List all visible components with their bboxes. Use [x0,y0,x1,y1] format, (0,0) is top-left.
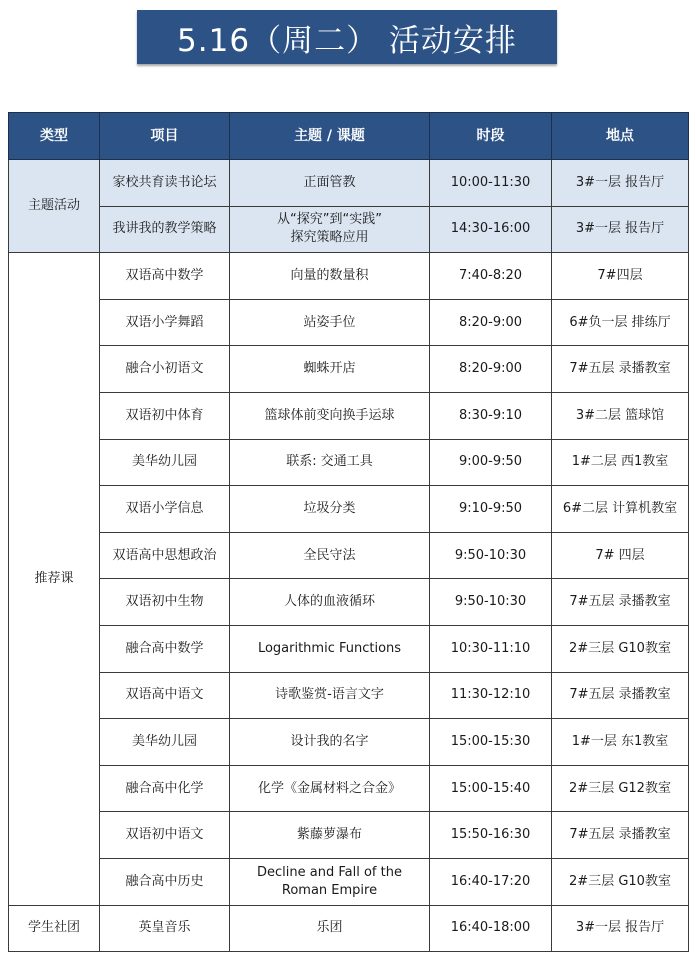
time-cell: 16:40-17:20 [430,858,552,905]
column-header-location: 地点 [552,113,689,160]
table-row [9,486,689,533]
table-row [9,812,689,859]
topic-cell [230,858,430,905]
column-header-time: 时段 [430,113,552,160]
schedule-table [8,112,689,952]
location-cell: 7# 四层 [552,532,689,579]
location-cell: 2#三层 G12教室 [552,765,689,812]
time-cell: 15:50-16:30 [430,812,552,859]
time-cell: 8:30-9:10 [430,392,552,439]
project-cell: 双语小学信息 [100,486,230,533]
table-row [9,719,689,766]
topic-cell: Logarithmic Functions [230,625,430,672]
time-cell: 14:30-16:00 [430,206,552,253]
location-cell: 6#负一层 排练厅 [552,299,689,346]
table-row [9,160,689,207]
column-header-type: 类型 [9,113,100,160]
project-cell: 融合高中化学 [100,765,230,812]
table-row [9,532,689,579]
time-cell: 9:50-10:30 [430,579,552,626]
location-cell: 7#五层 录播教室 [552,812,689,859]
topic-cell: 紫藤萝瀑布 [230,812,430,859]
location-cell: 3#一层 报告厅 [552,160,689,207]
location-cell: 3#一层 报告厅 [552,905,689,952]
location-cell: 7#五层 录播教室 [552,346,689,393]
topic-line: Roman Empire [281,882,378,898]
time-cell: 9:00-9:50 [430,439,552,486]
project-cell: 双语高中思想政治 [100,532,230,579]
table-header-row [9,113,689,160]
table-row [9,672,689,719]
project-cell: 英皇音乐 [100,905,230,952]
table-row [9,206,689,253]
topic-cell: 正面管教 [230,160,430,207]
topic-cell: 蜘蛛开店 [230,346,430,393]
topic-cell: 设计我的名字 [230,719,430,766]
location-cell: 7#四层 [552,253,689,300]
project-cell: 美华幼儿园 [100,719,230,766]
table-row [9,392,689,439]
location-cell: 2#三层 G10教室 [552,858,689,905]
location-cell: 1#二层 西1教室 [552,439,689,486]
project-cell: 我讲我的教学策略 [100,206,230,253]
table-row [9,579,689,626]
project-cell: 家校共育读书论坛 [100,160,230,207]
column-header-topic: 主题 / 课题 [230,113,430,160]
topic-line: Decline and Fall of the [257,864,402,880]
topic-line: 从“探究”到“实践” [277,212,382,228]
time-cell: 16:40-18:00 [430,905,552,952]
topic-cell: 全民守法 [230,532,430,579]
topic-line: 探究策略应用 [290,230,369,246]
time-cell: 11:30-12:10 [430,672,552,719]
column-header-project: 项目 [100,113,230,160]
location-cell: 1#一层 东1教室 [552,719,689,766]
table-row [9,765,689,812]
time-cell: 15:00-15:30 [430,719,552,766]
location-cell: 2#三层 G10教室 [552,625,689,672]
page-title-banner [137,10,557,64]
topic-cell: 向量的数量积 [230,253,430,300]
topic-cell: 站姿手位 [230,299,430,346]
location-cell: 3#一层 报告厅 [552,206,689,253]
time-cell: 9:50-10:30 [430,532,552,579]
project-cell: 双语小学舞蹈 [100,299,230,346]
project-cell: 融合高中数学 [100,625,230,672]
project-cell: 双语初中生物 [100,579,230,626]
time-cell: 7:40-8:20 [430,253,552,300]
topic-cell: 垃圾分类 [230,486,430,533]
topic-cell: 诗歌鉴赏-语言文字 [230,672,430,719]
group-cell-club: 学生社团 [9,905,100,952]
table-row [9,858,689,905]
time-cell: 9:10-9:50 [430,486,552,533]
table-row [9,253,689,300]
project-cell: 美华幼儿园 [100,439,230,486]
location-cell: 3#二层 篮球馆 [552,392,689,439]
project-cell: 双语高中数学 [100,253,230,300]
topic-cell: 乐团 [230,905,430,952]
time-cell: 15:00-15:40 [430,765,552,812]
project-cell: 双语初中体育 [100,392,230,439]
table-row [9,299,689,346]
time-cell: 10:00-11:30 [430,160,552,207]
topic-cell: 化学《金属材料之合金》 [230,765,430,812]
location-cell: 7#五层 录播教室 [552,672,689,719]
table-row [9,905,689,952]
table-row [9,346,689,393]
topic-cell [230,206,430,253]
project-cell: 双语初中语文 [100,812,230,859]
group-cell-theme: 主题活动 [9,160,100,253]
location-cell: 7#五层 录播教室 [552,579,689,626]
location-cell: 6#二层 计算机教室 [552,486,689,533]
table-row [9,439,689,486]
project-cell: 融合小初语文 [100,346,230,393]
table-row [9,625,689,672]
group-cell-recommended: 推荐课 [9,253,100,905]
time-cell: 8:20-9:00 [430,346,552,393]
topic-cell: 联系: 交通工具 [230,439,430,486]
time-cell: 10:30-11:10 [430,625,552,672]
topic-cell: 篮球体前变向换手运球 [230,392,430,439]
topic-cell: 人体的血液循环 [230,579,430,626]
time-cell: 8:20-9:00 [430,299,552,346]
page-title: 5.16（周二） 活动安排 [177,22,517,59]
project-cell: 双语高中语文 [100,672,230,719]
project-cell: 融合高中历史 [100,858,230,905]
